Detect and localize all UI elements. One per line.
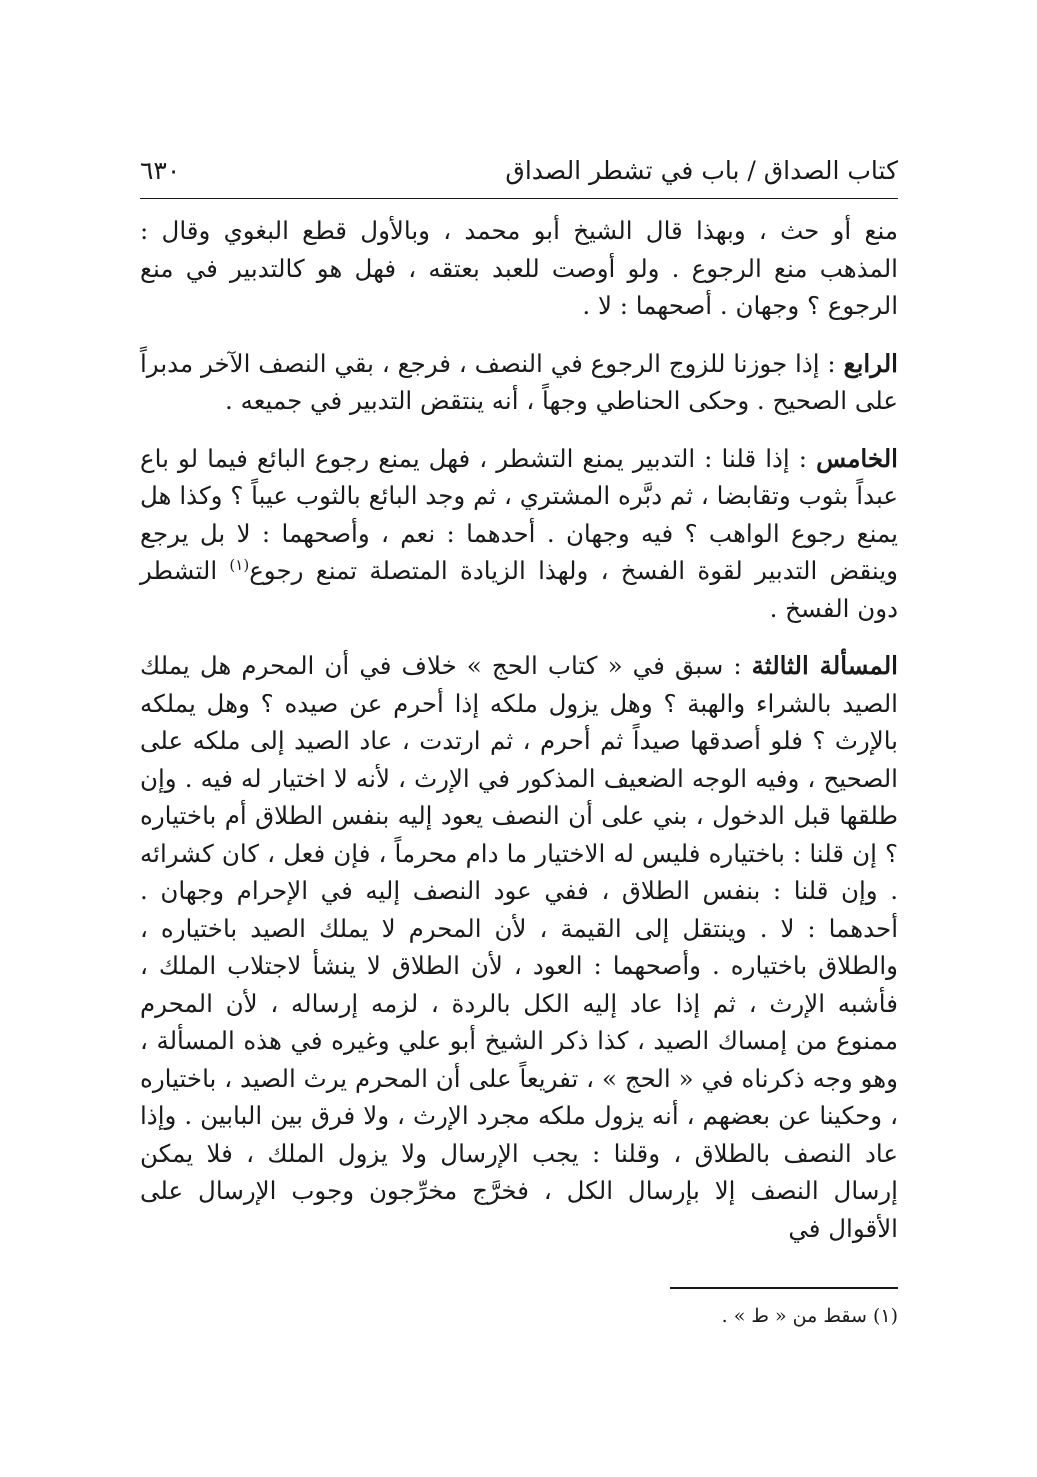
paragraph-text: : إذا جوزنا للزوج الرجوع في النصف ، فرجع ، بقي النصف الآخر مدبراً على الصحيح . وحكى الحناطي وجهاً ، أنه ينتقض التدبير في جميعه . — [140, 348, 898, 415]
footnote-reference[interactable]: (١) — [229, 555, 250, 574]
running-header — [140, 150, 898, 194]
main-text — [140, 212, 898, 1247]
chapter-title: كتاب الصداق / باب في تشطر الصداق — [505, 156, 898, 185]
paragraph-text: منع أو حث ، وبهذا قال الشيخ أبو محمد ، وبالأول قطع البغوي وقال : المذهب منع الرجوع . ولو أوصت للعبد بعتقه ، فهل هو كالتدبير في منع الرجوع ؟ وجهان . أصحهما : لا . — [140, 216, 898, 320]
paragraph-1 — [140, 212, 898, 325]
footnote: (١) سقط من « ط » . — [721, 1305, 898, 1327]
page-number: ٦٣٠ — [140, 156, 181, 185]
paragraph-text: : إذا قلنا : التدبير يمنع التشطر ، فهل يمنع رجوع البائع فيما لو باع عبداً بثوب وتقابضا ، ثم دبَّره المشتري ، ثم وجد البائع بالثوب عيباً ؟ وكذا هل يمنع رجوع الواهب ؟ فيه وجهان . أحدهما : نعم ، وأصحهما : لا بل يرجع وينقض التدبير لقوة الفسخ ، ولهذا الزيادة المتصلة تمنع رجوع — [140, 443, 898, 585]
paragraph-text: التشطر دون الفسخ . — [140, 556, 898, 623]
paragraph-3 — [140, 440, 898, 628]
header-divider — [140, 198, 898, 199]
section-lead: الرابع — [843, 348, 898, 378]
paragraph-text: : سبق في « كتاب الحج » خلاف في أن المحرم هل يملك الصيد بالشراء والهبة ؟ وهل يزول ملكه إذا أحرم عن صيده ؟ وهل يملكه بالإرث ؟ فلو أصدقها صيداً ثم أحرم ، ثم ارتدت ، عاد الصيد إلى ملكه على الصحيح ، وفيه الوجه الضعيف المذكور في الإرث ، لأنه لا اختيار له فيه . وإن طلقها قبل الدخول ، بني على أن النصف يعود إليه بنفس الطلاق أم باختياره ؟ إن قلنا : باختياره فليس له الاختيار ما دام محرماً ، فإن فعل ، كان كشرائه . وإن قلنا : بنفس الطلاق ، ففي عود النصف إليه في الإحرام وجهان . أحدهما : لا . وينتقل إلى القيمة ، لأن المحرم لا يملك الصيد باختياره ، والطلاق باختياره . وأصحهما : العود ، لأن الطلاق لا ينشأ لاجتلاب الملك ، فأشبه الإرث ، ثم إذا عاد إليه الكل بالردة ، لزمه إرساله ، لأن المحرم ممنوع من إمساك الصيد ، كذا ذكر الشيخ أبو علي وغيره في هذه المسألة ، وهو وجه ذكرناه في « الحج » ، تفريعاً على أن المحرم يرث الصيد ، باختياره ، وحكينا عن بعضهم ، أنه يزول ملكه مجرد الإرث ، ولا فرق بين البابين . وإذا عاد النصف بالطلاق ، وقلنا : يجب الإرسال ولا يزول الملك ، فلا يمكن إرسال النصف إلا بإرسال الكل ، فخرَّج مخرِّجون وجوب الإرسال على الأقوال في — [140, 651, 898, 1243]
paragraph-2 — [140, 345, 898, 420]
section-lead: الخامس — [816, 443, 898, 473]
footnote-divider — [670, 1287, 898, 1289]
section-lead: المسألة الثالثة — [751, 651, 898, 680]
paragraph-4 — [140, 647, 898, 1247]
